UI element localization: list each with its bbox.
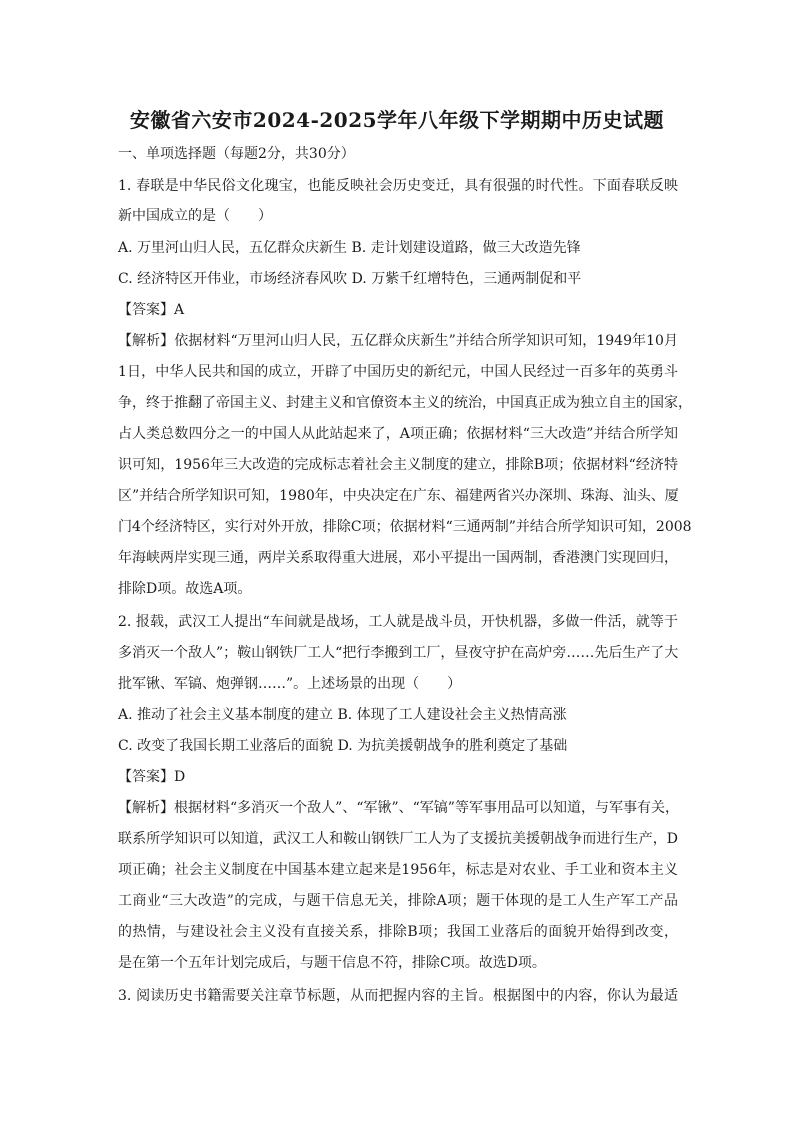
page-title: 安徽省六安市2024-2025学年八年级下学期期中历史试题: [129, 108, 665, 132]
q2-analysis-line-2: 联系所学知识可以知道，武汉工人和鞍山钢铁厂工人为了支援抗美援朝战争而进行生产，D: [118, 831, 678, 847]
q1-analysis-line-9: 排除D项。故选A项。: [118, 581, 252, 597]
q2-answer: 【答案】D: [118, 769, 186, 785]
q1-analysis-line-5: 识可知，1956年三大改造的完成标志着社会主义制度的建立，排除B项；依据材料“经济特: [118, 457, 678, 473]
q1-analysis-line-2: 1日，中华人民共和国的成立，开辟了中国历史的新纪元，中国人民经过一百多年的英勇斗: [118, 364, 678, 380]
q2-stem-line-3: 批军锹、军镐、炮弹钢……”。上述场景的出现（ ）: [118, 676, 462, 692]
q2-analysis-line-1: 【解析】根据材料“多消灭一个敌人”、“军锹”、“军镐”等军事用品可以知道，与军事有关，: [118, 800, 679, 816]
q1-stem-line-1: 1. 春联是中华民俗文化瑰宝，也能反映社会历史变迁，具有很强的时代性。下面春联反映: [118, 178, 678, 194]
q1-analysis-line-4: 占人类总数四分之一的中国人从此站起来了，A项正确；依据材料“三大改造”并结合所学知: [118, 426, 678, 442]
q2-analysis-line-4: 工商业“三大改造”的完成，与题干信息无关，排除A项；题干体现的是工人生产军工产品: [118, 893, 678, 909]
q2-analysis-line-6: 是在第一个五年计划完成后，与题干信息不符，排除C项。故选D项。: [118, 955, 546, 971]
q2-options-line-1: A. 推动了社会主义基本制度的建立 B. 体现了工人建设社会主义热情高涨: [118, 707, 567, 723]
q2-analysis-line-5: 的热情，与建设社会主义没有直接关系，排除B项；我国工业落后的面貌开始得到改变，: [118, 924, 678, 940]
q2-stem-line-1: 2. 报载，武汉工人提出“车间就是战场，工人就是战斗员，开快机器，多做一件活，就等于: [118, 614, 678, 630]
q1-analysis-line-1: 【解析】依据材料“万里河山归人民，五亿群众庆新生”并结合所学知识可知，1949年10月: [118, 333, 678, 349]
q1-options-line-2: C. 经济特区开伟业，市场经济春风吹 D. 万紫千红增特色，三通两制促和平: [118, 271, 582, 287]
q1-analysis-line-6: 区”并结合所学知识可知，1980年，中央决定在广东、福建两省兴办深圳、珠海、汕头、厦: [118, 488, 679, 504]
q2-analysis-line-3: 项正确；社会主义制度在中国基本建立起来是1956年，标志是对农业、手工业和资本主义: [118, 862, 678, 878]
section-header: 一、单项选择题（每题2分，共30分）: [118, 146, 355, 162]
q1-analysis-line-7: 门4个经济特区，实行对外开放，排除C项；依据材料“三通两制”并结合所学知识可知，2008: [118, 519, 692, 535]
q1-analysis-line-8: 年海峡两岸实现三通，两岸关系取得重大进展，邓小平提出一国两制，香港澳门实现回归，: [118, 550, 678, 566]
q1-options-line-1: A. 万里河山归人民，五亿群众庆新生 B. 走计划建设道路，做三大改造先锋: [118, 240, 581, 256]
q1-stem-line-2: 新中国成立的是（ ）: [118, 208, 272, 224]
q2-options-line-2: C. 改变了我国长期工业落后的面貌 D. 为抗美援朝战争的胜利奠定了基础: [118, 738, 568, 754]
q3-stem-line-1: 3. 阅读历史书籍需要关注章节标题，从而把握内容的主旨。根据图中的内容，你认为最适: [118, 988, 678, 1004]
q2-stem-line-2: 多消灭一个敌人”；鞍山钢铁厂工人“把行李搬到工厂，昼夜守护在高炉旁……先后生产了大: [118, 645, 679, 661]
q1-analysis-line-3: 争，终于推翻了帝国主义、封建主义和官僚资本主义的统治，中国真正成为独立自主的国家，: [118, 395, 692, 411]
q1-answer: 【答案】A: [118, 302, 185, 318]
